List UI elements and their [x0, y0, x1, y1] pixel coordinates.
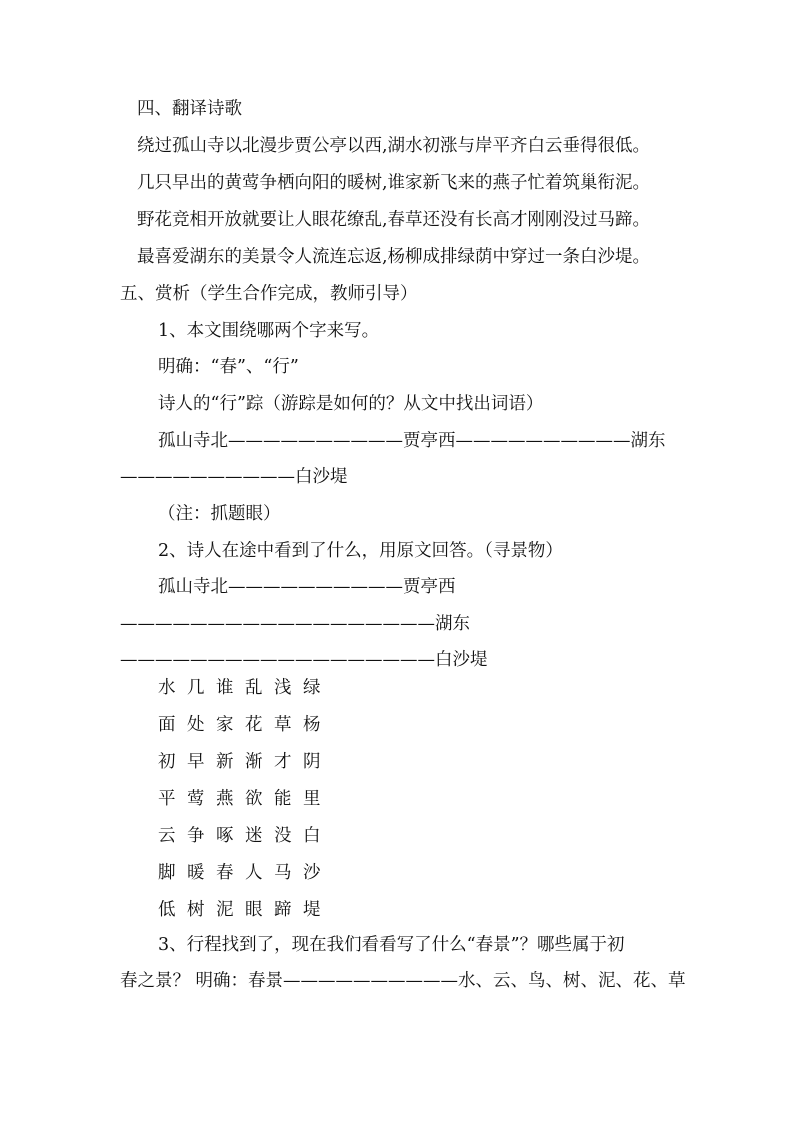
grid-row — [158, 898, 332, 935]
grid-row — [158, 824, 332, 861]
q1-route-line-2: ——————————白沙堤 — [120, 467, 348, 487]
grid-char: 浅 — [274, 678, 292, 698]
grid-char: 莺 — [187, 789, 205, 809]
grid-char: 杨 — [303, 715, 321, 735]
grid-char: 几 — [187, 678, 205, 698]
q3-line-2: 春之景？ 明确：春景——————————水、云、鸟、树、泥、花、草 — [120, 971, 686, 991]
grid-char: 没 — [274, 826, 292, 846]
grid-char: 乱 — [245, 678, 263, 698]
translation-line-2: 几只早出的黄莺争栖向阳的暖树,谁家新飞来的燕子忙着筑巢衔泥。 — [137, 173, 651, 193]
translation-line-1: 绕过孤山寺以北漫步贾公亭以西,湖水初涨与岸平齐白云垂得很低。 — [137, 136, 651, 156]
grid-char: 沙 — [303, 863, 321, 883]
grid-row — [158, 750, 332, 787]
grid-char: 新 — [216, 752, 234, 772]
grid-char: 阴 — [303, 752, 321, 772]
q1-note: （注：抓题眼） — [158, 504, 281, 524]
grid-char: 云 — [158, 826, 176, 846]
section5-heading: 五、赏析（学生合作完成，教师引导） — [120, 284, 418, 304]
grid-char: 脚 — [158, 863, 176, 883]
grid-char: 谁 — [216, 678, 234, 698]
grid-char: 泥 — [216, 900, 234, 920]
grid-char: 绿 — [303, 678, 321, 698]
grid-char: 白 — [303, 826, 321, 846]
grid-char: 才 — [274, 752, 292, 772]
grid-row — [158, 713, 332, 750]
grid-char: 迷 — [245, 826, 263, 846]
grid-char: 堤 — [303, 900, 321, 920]
grid-row — [158, 787, 332, 824]
grid-char: 面 — [158, 715, 176, 735]
grid-char: 早 — [187, 752, 205, 772]
grid-char: 人 — [245, 863, 263, 883]
grid-char: 春 — [216, 863, 234, 883]
grid-char: 平 — [158, 789, 176, 809]
q3-line-1: 3、行程找到了，现在我们看看写了什么“春景”？哪些属于初 — [158, 935, 625, 955]
grid-row — [158, 861, 332, 898]
grid-char: 初 — [158, 752, 176, 772]
grid-char: 能 — [274, 789, 292, 809]
grid-char: 眼 — [245, 900, 263, 920]
q1-prompt: 诗人的“行”踪（游踪是如何的？从文中找出词语） — [158, 394, 544, 414]
grid-char: 蹄 — [274, 900, 292, 920]
grid-char: 马 — [274, 863, 292, 883]
grid-char: 里 — [303, 789, 321, 809]
q1-question: 1、本文围绕哪两个字来写。 — [158, 321, 380, 341]
translation-line-4: 最喜爱湖东的美景令人流连忘返,杨柳成排绿荫中穿过一条白沙堤。 — [137, 247, 651, 267]
grid-char: 处 — [187, 715, 205, 735]
grid-char: 花 — [245, 715, 263, 735]
q1-answer: 明确：“春”、“行” — [158, 357, 299, 377]
grid-char: 争 — [187, 826, 205, 846]
grid-char: 低 — [158, 900, 176, 920]
q1-route-line-1: 孤山寺北——————————贾亭西——————————湖东 — [158, 431, 666, 451]
grid-row — [158, 676, 332, 713]
section4-heading: 四、翻译诗歌 — [137, 99, 242, 119]
grid-char: 暖 — [187, 863, 205, 883]
translation-line-3: 野花竞相开放就要让人眼花缭乱,春草还没有长高才刚刚没过马蹄。 — [137, 210, 651, 230]
q2-route-line-2: ——————————————————湖东 — [120, 614, 470, 634]
grid-char: 树 — [187, 900, 205, 920]
grid-char: 家 — [216, 715, 234, 735]
grid-char: 水 — [158, 678, 176, 698]
grid-char: 草 — [274, 715, 292, 735]
grid-char: 渐 — [245, 752, 263, 772]
q2-route-line-3: ——————————————————白沙堤 — [120, 650, 488, 670]
grid-char: 啄 — [216, 826, 234, 846]
character-grid — [158, 676, 332, 935]
grid-char: 欲 — [245, 789, 263, 809]
q2-route-line-1: 孤山寺北——————————贾亭西 — [158, 577, 456, 597]
grid-char: 燕 — [216, 789, 234, 809]
q2-question: 2、诗人在途中看到了什么，用原文回答。（寻景物） — [158, 541, 563, 561]
